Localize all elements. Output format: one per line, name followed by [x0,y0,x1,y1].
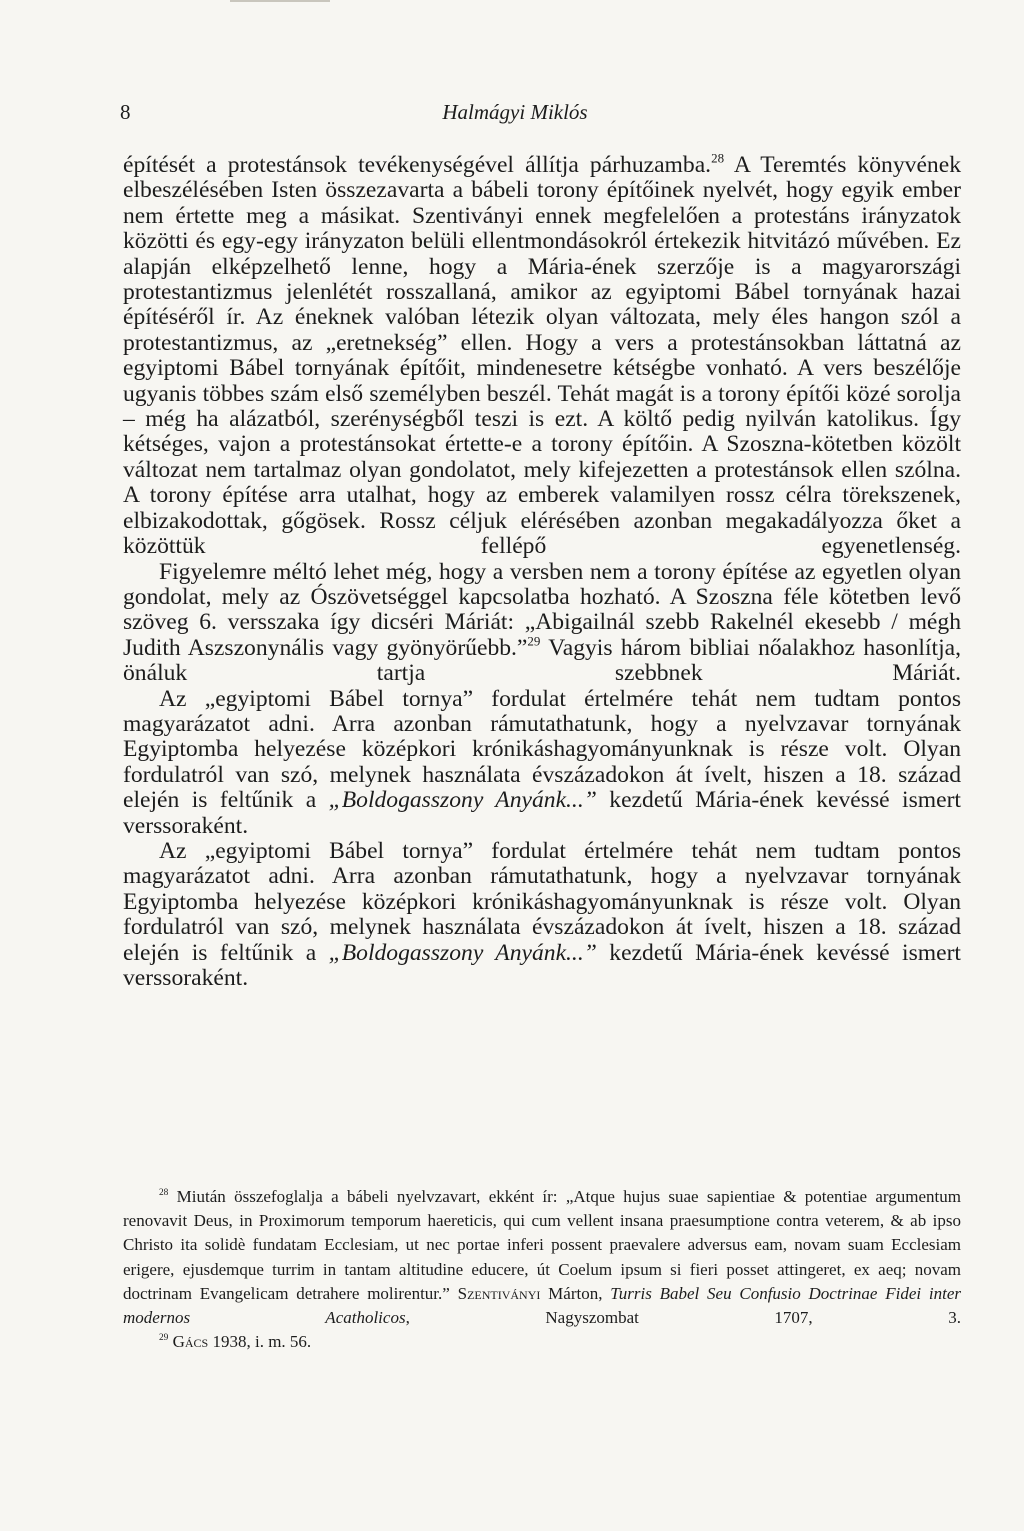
paragraph-3-song-title: „Boldogasszony Anyánk...” [328,787,597,814]
paragraph-2-text-a: Figyelemre méltó lehet még, hogy a versben nem a torony építése az egyetlen olyan gondolat, mely az Ószövetséggel kapcsolatba hozható. A Szoszna féle kötetben levő szöveg 6. versszaka így dicséri Máriát: „Abigailnál szebb Rakelnél ekesebb / mégh Judith Aszszonynális vagy gyönyörűebb.” [123,558,961,661]
footnote-28 [123,1185,961,1330]
paragraph-2 [123,560,961,687]
footnote-29-author: Gács [172,1332,209,1352]
footnote-ref-29: 29 [527,632,541,648]
footnote-28-book-title: Turris Babel Seu Confusio Doctrinae Fidei inter modernos Acatholicos [123,1283,961,1328]
main-text [123,150,962,991]
footnote-28-text-c: , Nagyszombat 1707, 3. [405,1308,961,1328]
paragraph-1-text-a: építését a protestánsok tevékenységével állítja párhuzamba. [123,152,712,178]
paragraph-4-text-a: Az „egyiptomi Bábel tornya” fordulat értelmére tehát nem tudtam pontos magyarázatot adni. Arra azonban rámutathatunk, hogy a nyelvzavar tornyának Egyiptomba helyezése középkori krónikáshagyományunknak is része volt. Olyan fordulatról van szó, melynek használata évszázadokon át ívelt, hiszen a 18. század elején is feltűnik a [123,837,961,966]
footnote-28-text-a: Miután összefoglalja a bábeli nyelvzavart, ekként ír: „Atque hujus suae sapientiae & potentiae argumentum renovavit Deus, in Proximorum temporum haereticis, qui cum vellent insana praesumptione contra veterem, & ab ipso Christo ita solidè fundatam Ecclesiam, ut nec portae inferi possent praevalere adversus eam, novam suam Ecclesiam erigere, ejusdemque turrim in tantam altitudine educere, út Coelum ipsum si fieri posset attingeret, ex aeq; novam doctrinam Evangelicam detrahere molirentur.” [123,1187,961,1303]
running-title: Halmágyi Miklós [442,100,588,124]
paragraph-3-text-a: Az „egyiptomi Bábel tornya” fordulat értelmére tehát nem tudtam pontos magyarázatot adni. Arra azonban rámutathatunk, hogy a nyelvzavar tornyának Egyiptomba helyezése középkori krónikáshagyományunknak is része volt. Olyan fordulatról van szó, melynek használata évszázadokon át ívelt, hiszen a 18. század elején is feltűnik a [123,685,961,814]
paragraph-4-song-title: „Boldogasszony Anyánk...” [328,939,597,966]
paragraph-2-text-b: Vagyis három bibliai nőalakhoz hasonlítja, önáluk tartja szebbnek Máriát. [123,634,962,687]
paragraph-3 [123,687,961,839]
footnote-29 [123,1330,961,1354]
paragraph-3-text-b: kezdetű Mária-ének kevéssé ismert verssoraként. [123,787,961,839]
footnote-28-text-b: Márton, [540,1283,611,1303]
footnote-ref-28: 28 [711,150,725,166]
paragraph-1 [123,150,961,560]
footnote-28-number: 28 [159,1188,169,1198]
footnotes [123,1185,961,1354]
footnote-28-author: Szentiványi [457,1283,541,1303]
top-edge-line [230,0,330,2]
paragraph-4-text-b: kezdetű Mária-ének kevéssé ismert verssoraként. [123,939,961,991]
footnote-29-number: 29 [159,1333,169,1344]
footnote-29-text-a: 1938, i. m. 56. [208,1332,312,1352]
paragraph-1-text-b: A Teremtés könyvének elbeszélésében Isten összezavarta a bábeli torony építőinek nyelvét, hogy egyik ember nem értette meg a másikat. Szentiványi ennek megfelelően a protestáns irányzatok közötti és egy-egy irányzaton belüli ellentmondásokról értekezik hitvitázó művében. Ez alapján elképzelhető lenne, hogy a Mária-ének szerzője is a magyarországi protestantizmus jelenlétét rosszallaná, amikor az egyiptomi Bábel tornyának hazai építéséről ír. Az éneknek valóban létezik olyan változata, mely éles hangon szól a protestantizmus, az „eretnekség” ellen. Hogy a vers a protestánsokban láttatná az egyiptomi Bábel tornyának építőit, mindenesetre kétségbe vonható. A vers beszélője ugyanis többes szám első személyben beszél. Tehát magát is a torony építői közé sorolja – még ha alázatból, szerénységből teszi is ezt. A költő pedig nyilván katolikus. Így kétséges, vajon a protestánsokat értette-e a torony építőin. A Szoszna-kötetben közölt változat nem tartalmaz olyan gondolatot, mely kifejezetten a protestánsok ellen szólna. A torony építése arra utalhat, hogy az emberek valamilyen rossz célra törekszenek, elbizakodottak, gőgösek. Rossz céljuk elérésében azonban megakadályozza őket a közöttük fellépő egyenetlenség. [123,152,961,560]
paragraph-4 [123,839,961,991]
page-number: 8 [120,100,131,124]
